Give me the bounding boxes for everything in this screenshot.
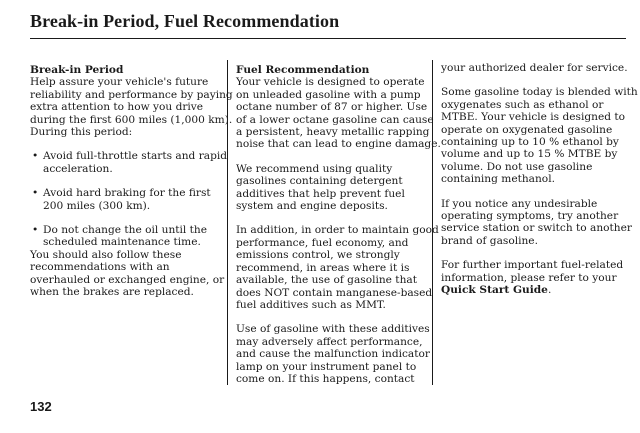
fuel-cont-para-2: Some gasoline today is blended with oxygenates such as ethanol or MTBE. Your vehicle is designed to operate on oxygenated gasoline containing up to 10 % ethanol by volume and up to 15 % MTBE by volume. Do not use gasoline containing methanol.: [441, 86, 638, 186]
sentence-end: .: [547, 284, 552, 297]
column-fuel: [236, 64, 441, 385]
bullet-item: • Avoid full-throttle starts and rapid acceleration.: [30, 150, 220, 175]
break-in-intro: [30, 64, 233, 139]
fuel-cont-para-4-text: For further important fuel-related information, please refer to your: [441, 259, 624, 284]
title-rule: [30, 38, 626, 39]
page-title: Break-in Period, Fuel Recommendation: [30, 11, 340, 31]
fuel-para-4: Use of gasoline with these additives may adversely affect performance, and cause the malfunction indicator lamp on your instrument panel to come on. If this happens, contact: [236, 323, 430, 385]
fuel-para-2: We recommend using quality gasolines containing detergent additives that help prevent fuel system and engine deposits.: [236, 162, 405, 213]
bullet-item: • Do not change the oil until the scheduled maintenance time.: [30, 224, 220, 249]
fuel-cont-para-4: [441, 259, 631, 296]
fuel-cont-para-3: If you notice any undesirable operating symptoms, try another service station or switch to another brand of gasoline.: [441, 197, 632, 247]
bullet-item: • Avoid hard braking for the first 200 miles (300 km).: [30, 187, 220, 212]
fuel-para-1-text: Your vehicle is designed to operate on unleaded gasoline with a pump octane number of 87 or higher. Use of a lower octane gasoline can cause a persistent, heavy metallic rapping noise that can lead to engine damage.: [236, 76, 441, 151]
fuel-para-1: [236, 64, 441, 151]
column-fuel-continued: [441, 62, 638, 297]
page-number: 132: [30, 399, 52, 414]
fuel-para-3: In addition, in order to maintain good performance, fuel economy, and emissions control, we strongly recommend, in areas where it is available, the use of gasoline that does NOT contain manganese-based fuel additives such as MMT.: [236, 224, 439, 311]
fuel-cont-para-1: your authorized dealer for service.: [441, 62, 628, 74]
column-divider-2: [432, 60, 433, 385]
quick-start-guide-ref: Quick Start Guide: [441, 284, 548, 297]
break-in-heading: Break-in Period: [30, 64, 124, 76]
break-in-closing: You should also follow these recommendations with an overhauled or exchanged engine, or when the brakes are replaced.: [30, 248, 225, 299]
break-in-intro-text: Help assure your vehicle's future reliability and performance by paying extra attention to how you drive during the first 600 miles (1,000 km). During this period:: [30, 76, 233, 139]
column-divider-1: [227, 60, 228, 385]
break-in-bullets: [30, 150, 228, 249]
column-break-in: [30, 64, 233, 299]
fuel-heading: Fuel Recommendation: [236, 64, 370, 76]
